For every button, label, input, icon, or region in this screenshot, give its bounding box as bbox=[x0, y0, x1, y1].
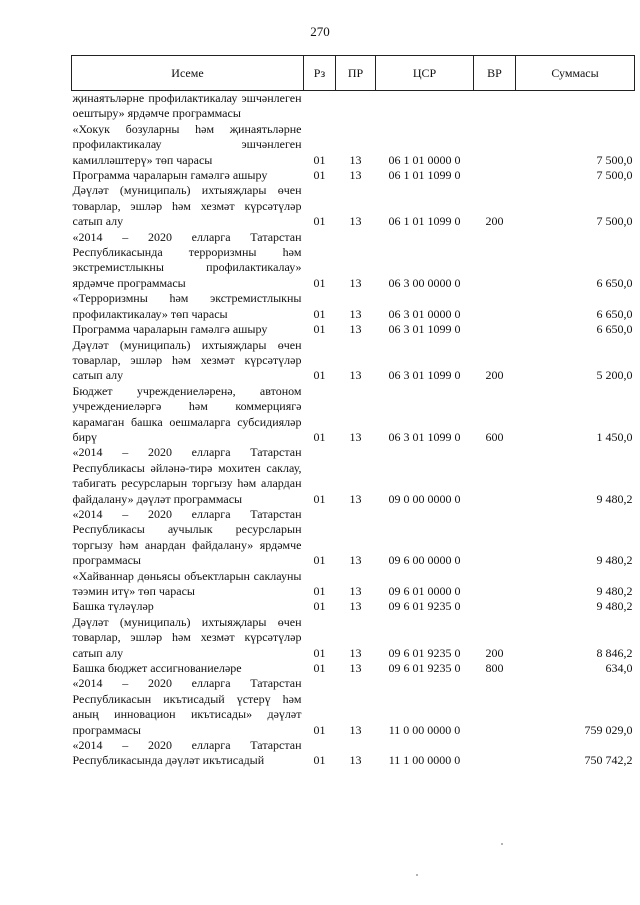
row-vr bbox=[474, 168, 516, 183]
table-row bbox=[72, 168, 635, 183]
row-pr: 13 bbox=[349, 599, 362, 614]
row-rz: 01 bbox=[313, 645, 326, 660]
row-pr: 13 bbox=[349, 306, 362, 321]
row-pr: 13 bbox=[349, 753, 362, 768]
row-name: Дәүләт (муниципаль) ихтыяҗлары өчен товарлар, эшләр һәм хезмәт күрсәтүләр сатып алу bbox=[72, 337, 302, 383]
row-sum: 7 500,0 bbox=[596, 214, 633, 229]
row-vr bbox=[474, 569, 516, 600]
table-row bbox=[72, 322, 635, 337]
row-vr: 200 bbox=[485, 645, 504, 660]
row-vr: 200 bbox=[485, 214, 504, 229]
budget-table-container bbox=[71, 55, 634, 769]
row-name: «2014 – 2020 елларга Татарстан Республикасын икътисадый үстерү һәм аның инновацион икътисады» дәүләт программасы bbox=[72, 676, 302, 737]
row-vr bbox=[474, 230, 516, 292]
row-vr bbox=[474, 122, 516, 168]
table-row bbox=[72, 599, 635, 614]
table-row bbox=[72, 569, 635, 600]
header-csr: ЦСР bbox=[376, 56, 474, 91]
row-sum: 9 480,2 bbox=[596, 599, 633, 614]
row-pr: 13 bbox=[349, 645, 362, 660]
scan-speck bbox=[501, 843, 503, 845]
row-name: «Хайваннар дөньясы объектларын саклауны тәэмин итү» төп чарасы bbox=[72, 568, 302, 598]
row-pr: 13 bbox=[349, 491, 362, 506]
row-rz: 01 bbox=[313, 168, 326, 183]
table-body bbox=[72, 91, 635, 769]
row-vr bbox=[474, 676, 516, 738]
row-csr: 09 6 01 9235 0 bbox=[388, 599, 461, 614]
row-name: «Хокук бозуларны һәм җинаятьләрне профилактикалау эшчәнлеген камилләштерү» төп чарасы bbox=[72, 121, 302, 167]
row-name: Программа чараларын гамәлгә ашыру bbox=[72, 168, 268, 183]
row-sum: 750 742,2 bbox=[584, 753, 633, 768]
table-header bbox=[72, 56, 635, 91]
table-row bbox=[72, 230, 635, 292]
table-row bbox=[72, 183, 635, 229]
row-csr: 06 3 01 1099 0 bbox=[388, 429, 461, 444]
row-csr: 06 3 01 1099 0 bbox=[388, 322, 461, 337]
header-vr: ВР bbox=[474, 56, 516, 91]
row-csr: 09 0 00 0000 0 bbox=[388, 491, 461, 506]
row-name: Дәүләт (муниципаль) ихтыяҗлары өчен товарлар, эшләр һәм хезмәт күрсәтүләр сатып алу bbox=[72, 183, 302, 229]
row-name: җинаятьләрне профилактикалау эшчәнлеген оештыру» ярдәмче программасы bbox=[72, 91, 302, 121]
header-pr: ПР bbox=[336, 56, 376, 91]
row-name: «2014 – 2020 елларга Татарстан Республикасында дәүләт икътисадый bbox=[72, 738, 302, 768]
row-name: «2014 – 2020 елларга Татарстан Республикасында терроризмны һәм экстремистлыкны профилактикалау» ярдәмче программасы bbox=[72, 229, 302, 290]
row-pr: 13 bbox=[349, 168, 362, 183]
row-csr: 09 6 00 0000 0 bbox=[388, 553, 461, 568]
row-name: «Терроризмны һәм экстремистлыкны профилактикалау» төп чарасы bbox=[72, 291, 302, 321]
row-vr bbox=[474, 445, 516, 507]
row-vr bbox=[474, 322, 516, 337]
row-sum: 9 480,2 bbox=[596, 553, 633, 568]
table-row bbox=[72, 661, 635, 676]
row-csr: 06 3 01 1099 0 bbox=[388, 368, 461, 383]
row-pr: 13 bbox=[349, 322, 362, 337]
budget-table bbox=[71, 55, 635, 769]
row-pr: 13 bbox=[349, 722, 362, 737]
row-sum: 1 450,0 bbox=[596, 429, 633, 444]
row-rz: 01 bbox=[313, 553, 326, 568]
row-pr: 13 bbox=[349, 661, 362, 676]
page-number: 270 bbox=[310, 24, 330, 39]
row-vr bbox=[474, 599, 516, 614]
row-name: Дәүләт (муниципаль) ихтыяҗлары өчен товарлар, эшләр һәм хезмәт күрсәтүләр сатып алу bbox=[72, 614, 302, 660]
row-rz: 01 bbox=[313, 491, 326, 506]
row-pr: 13 bbox=[349, 429, 362, 444]
row-pr: 13 bbox=[349, 553, 362, 568]
row-rz: 01 bbox=[313, 152, 326, 167]
row-sum bbox=[516, 91, 635, 122]
row-csr: 09 6 01 0000 0 bbox=[388, 584, 461, 598]
table-row bbox=[72, 91, 635, 122]
table-row bbox=[72, 676, 635, 738]
row-csr: 09 6 01 9235 0 bbox=[388, 645, 461, 660]
row-rz: 01 bbox=[313, 722, 326, 737]
row-csr: 11 0 00 0000 0 bbox=[388, 722, 461, 737]
row-vr: 800 bbox=[485, 661, 504, 676]
row-sum: 759 029,0 bbox=[584, 722, 633, 737]
row-sum: 7 500,0 bbox=[596, 152, 633, 167]
row-vr bbox=[474, 91, 516, 122]
table-row bbox=[72, 291, 635, 322]
row-name: Программа чараларын гамәлгә ашыру bbox=[72, 322, 268, 337]
row-pr: 13 bbox=[349, 275, 362, 290]
header-name: Исеме bbox=[72, 56, 304, 91]
row-vr bbox=[474, 291, 516, 322]
row-rz: 01 bbox=[313, 584, 326, 598]
row-csr: 06 1 01 1099 0 bbox=[388, 214, 461, 229]
row-sum: 634,0 bbox=[605, 661, 633, 676]
row-rz: 01 bbox=[313, 322, 326, 337]
table-row bbox=[72, 507, 635, 569]
row-name: Бюджет учреждениеләренә, автоном учреждениеләргә һәм коммерциягә карамаган башка оешмаларга субсидияләр бирү bbox=[72, 383, 302, 444]
row-name: «2014 – 2020 елларга Татарстан Республикасы аучылык ресурсларын торгызу һәм анардан файдалану» ярдәмче программасы bbox=[72, 506, 302, 568]
table-row bbox=[72, 615, 635, 661]
row-pr bbox=[336, 91, 376, 122]
row-rz: 01 bbox=[313, 368, 326, 383]
row-rz: 01 bbox=[313, 429, 326, 444]
row-rz: 01 bbox=[313, 753, 326, 768]
row-pr: 13 bbox=[349, 584, 362, 598]
row-csr: 06 1 01 1099 0 bbox=[388, 168, 461, 183]
row-name: Башка түләүләр bbox=[72, 599, 154, 614]
row-csr bbox=[376, 91, 474, 122]
row-csr: 06 1 01 0000 0 bbox=[388, 152, 461, 167]
row-sum: 5 200,0 bbox=[596, 368, 633, 383]
scan-speck bbox=[416, 874, 418, 876]
row-sum: 7 500,0 bbox=[596, 168, 633, 183]
row-csr: 06 3 00 0000 0 bbox=[388, 275, 461, 290]
row-rz: 01 bbox=[313, 275, 326, 290]
row-pr: 13 bbox=[349, 368, 362, 383]
row-pr: 13 bbox=[349, 152, 362, 167]
row-vr bbox=[474, 738, 516, 769]
row-name: Башка бюджет ассигнованиеләре bbox=[72, 661, 242, 676]
row-rz: 01 bbox=[313, 599, 326, 614]
row-csr: 06 3 01 0000 0 bbox=[388, 306, 461, 321]
row-sum: 6 650,0 bbox=[596, 322, 633, 337]
row-vr bbox=[474, 507, 516, 569]
row-sum: 8 846,2 bbox=[596, 645, 633, 660]
row-csr: 11 1 00 0000 0 bbox=[388, 753, 461, 768]
row-rz bbox=[304, 91, 336, 122]
table-row bbox=[72, 338, 635, 384]
row-csr: 09 6 01 9235 0 bbox=[388, 661, 461, 676]
row-name: «2014 – 2020 елларга Татарстан Республикасы әйләнә-тирә мохитен саклау, табигать ресурсларын торгызу һәм алардан файдалану» дәүләт программасы bbox=[72, 445, 302, 506]
row-rz: 01 bbox=[313, 214, 326, 229]
row-rz: 01 bbox=[313, 306, 326, 321]
row-vr: 600 bbox=[485, 429, 504, 444]
table-row bbox=[72, 738, 635, 769]
table-row bbox=[72, 122, 635, 168]
row-vr: 200 bbox=[485, 368, 504, 383]
row-rz: 01 bbox=[313, 661, 326, 676]
row-sum: 9 480,2 bbox=[596, 491, 633, 506]
header-sum: Суммасы bbox=[516, 56, 635, 91]
row-pr: 13 bbox=[349, 214, 362, 229]
row-sum: 6 650,0 bbox=[596, 306, 633, 321]
row-sum: 6 650,0 bbox=[596, 275, 633, 290]
header-rz: Рз bbox=[304, 56, 336, 91]
row-sum: 9 480,2 bbox=[596, 584, 633, 598]
table-row bbox=[72, 445, 635, 507]
table-row bbox=[72, 384, 635, 446]
